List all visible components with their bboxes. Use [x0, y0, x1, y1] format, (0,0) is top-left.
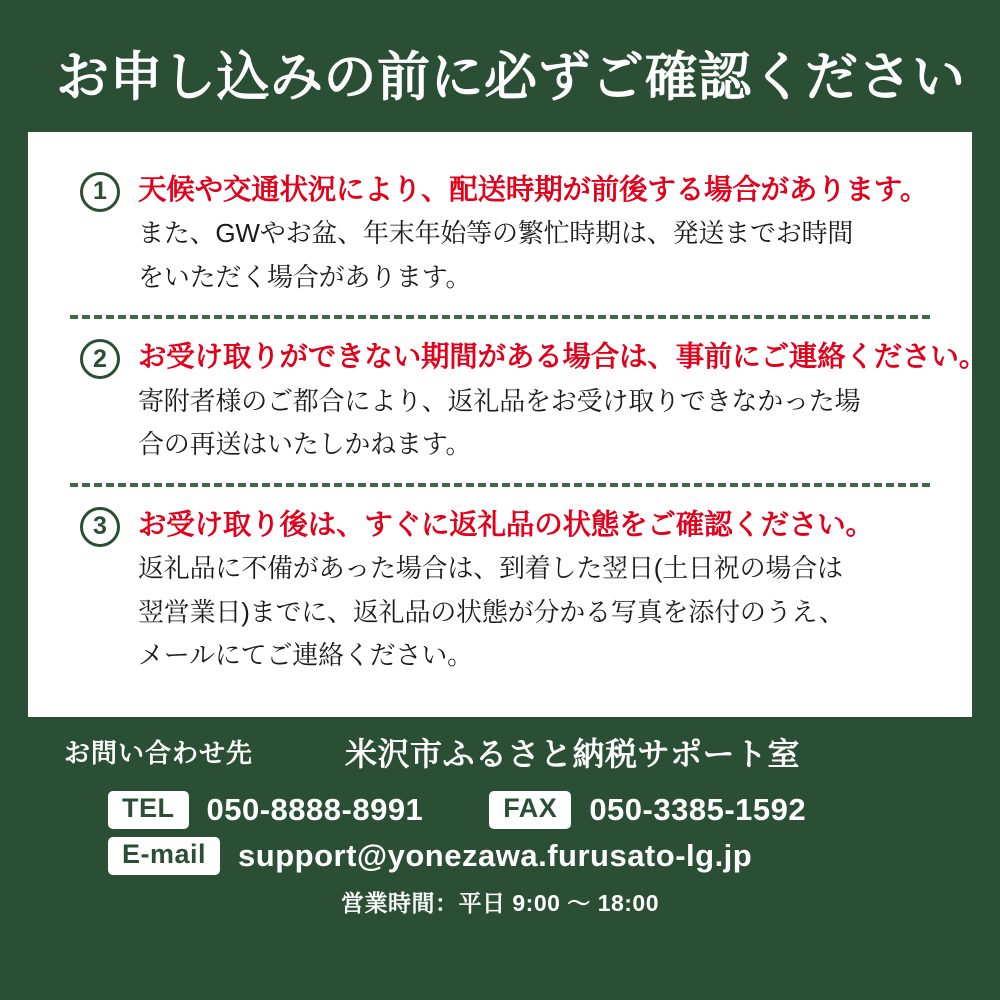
notice-number-badge: 3 — [80, 507, 120, 547]
notice-detail-line: 寄附者様のご都合により、返礼品をお受け取りできなかった場 — [138, 385, 861, 416]
contact-row-email — [28, 837, 972, 875]
notice-headline: 天候や交通状況により、配送時期が前後する場合があります。 — [138, 173, 929, 206]
tel-label: TEL — [108, 791, 189, 829]
divider — [70, 483, 930, 487]
notice-item-2 — [62, 325, 988, 475]
notice-detail-line: 合の再送はいたしかねます。 — [138, 429, 472, 460]
notice-detail-line: 返礼品に不備があった場合は、到着した翌日(土日祝の場合は — [138, 553, 843, 584]
page-title: お申し込みの前に必ずご確認ください — [56, 48, 966, 107]
notice-number-badge: 1 — [80, 172, 120, 212]
email-label: E-mail — [108, 837, 220, 875]
notice-card — [28, 132, 988, 717]
contact-tag-label: お問い合わせ先 — [28, 727, 283, 777]
business-hours: 営業時間：平日 9:00 〜 18:00 — [340, 889, 660, 916]
fax-group — [489, 791, 806, 829]
fax-label: FAX — [489, 791, 571, 829]
contact-row-phone — [28, 791, 972, 829]
contact-office-name: 米沢市ふるさと納税サポート室 — [345, 735, 801, 772]
notice-body — [138, 337, 987, 465]
email-value[interactable]: support@yonezawa.furusato-lg.jp — [238, 837, 753, 873]
contact-header — [28, 723, 972, 781]
notice-number-badge: 2 — [80, 339, 120, 379]
divider — [70, 315, 930, 319]
notice-item-3 — [62, 493, 938, 686]
tel-value[interactable]: 050-8888-8991 — [206, 791, 424, 827]
notice-headline: お受け取り後は、すぐに返礼品の状態をご確認ください。 — [138, 508, 874, 541]
notice-detail-line: また、GWやお盆、年末年始等の繁忙時期は、発送までお時間 — [138, 218, 854, 249]
notice-headline: お受け取りができない期間がある場合は、事前にご連絡ください。 — [138, 341, 988, 374]
fax-value: 050-3385-1592 — [589, 791, 807, 827]
notice-detail-line: をいただく場合があります。 — [138, 261, 472, 292]
contact-details — [28, 781, 972, 918]
notice-body — [138, 170, 938, 298]
notice-detail-line: メールにてご連絡ください。 — [138, 640, 473, 671]
notice-item-1 — [62, 158, 938, 308]
notice-body — [138, 505, 938, 676]
notice-detail-line: 翌営業日)までに、返礼品の状態が分かる写真を添付のうえ、 — [138, 596, 845, 627]
